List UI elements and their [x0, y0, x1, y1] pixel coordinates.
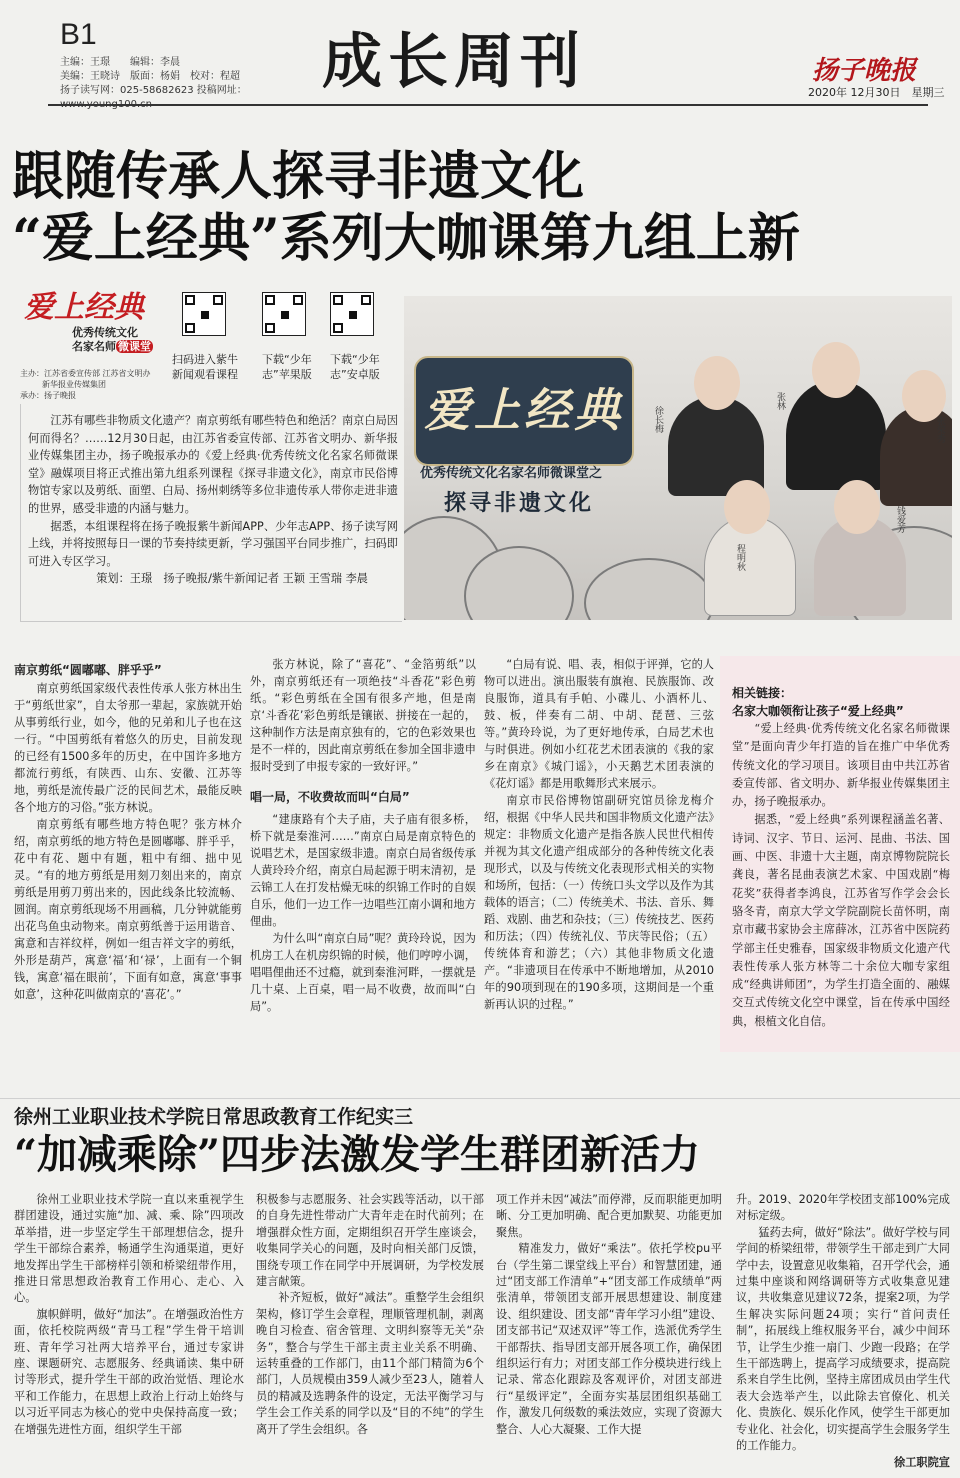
qr-label-line: 新闻观看课程 — [172, 368, 238, 381]
aishang-jingdian-logo — [24, 290, 172, 360]
qr-label-line: 下载“少年 — [262, 353, 312, 366]
logo-title: 爱上经典 — [24, 290, 144, 325]
expert-face — [902, 370, 946, 422]
article-signature: 徐工职院宣 — [894, 1455, 950, 1469]
paragraph: 项工作并未因“减法”而停滞，反而职能更加明晰、分工更加明确、配合更加默契、功能更加聚焦。 — [496, 1193, 722, 1239]
paragraph: 升。2019、2020年学校团支部100%完成对标定级。 — [736, 1193, 950, 1223]
paragraph: 南京剪纸有哪些地方特色呢？张方林介绍，南京剪纸的地方特色是圆嘟嘟、胖乎乎，花中有花、题中有题，粗中有细、拙中见灵。“有的地方剪纸是用刻刀刻出来的，南京剪纸是用剪刀剪出来的，因此线条比较流畅、圆润。南京剪纸现场不用画稿，几分钟就能剪出花鸟鱼虫动物来。南京剪纸善于运用谐音、寓意和吉祥纹样，例如一组吉祥文字的剪纸，外形是葫芦，寓意‘福’和‘禄’，上面有一个铜钱，寓意‘福在眼前’，下面有如意，寓意‘事事如意’，这种花叫做南京的‘喜花’。” — [14, 818, 242, 1001]
paragraph: 为什么叫“南京白局”呢？黄玲玲说，因为机房工人在机房织锦的时候，他们哼哼小调，唱唱俚曲还不过瘾，就到秦淮河畔，一摆就是几十桌、上百桌，唱一局不收费，故而叫“白局”。 — [250, 932, 476, 1013]
qr-label-line: 下载“少年 — [330, 353, 380, 366]
subheading: 南京剪纸“圆嘟嘟、胖乎乎” — [14, 663, 162, 677]
masthead-rule — [48, 104, 928, 106]
section-divider — [0, 1098, 960, 1099]
expert-face — [694, 356, 740, 410]
paragraph: 南京剪纸国家级代表性传承人张方林出生于“剪纸世家”，自太爷那一辈起，家族就开始从事剪纸行业，如今，他的兄弟和儿子也在这一行。“中国剪纸有着悠久的历史，目前发现的已经有1500多年的历史，在中国许多地方都流行剪纸，有陕西、山东、安徽、江苏等地，剪纸是流传最广泛的民间艺术，最能反映各个地方的习俗。”张方林说。 — [14, 682, 242, 814]
masthead — [0, 0, 960, 104]
expert-name: 徐长梅 — [653, 406, 663, 433]
second-kicker: 徐州工业职业技术学院日常思政教育工作纪实三 — [14, 1106, 414, 1128]
related-heading — [732, 684, 904, 720]
intro-paragraph: 据悉，本组课程将在扬子晚报紫牛新闻APP、少年志APP、扬子读写网上线，并将按照每日一课的节奏持续更新，学习强国平台同步推广，扫码即可进入专区学习。 — [28, 519, 398, 568]
expert-name: 钱爱芳 — [895, 506, 905, 533]
intro-paragraph: 江苏有哪些非物质文化遗产？南京剪纸有哪些特色和绝活？南京白局因何而得名？……12月30日起，由江苏省委宣传部、江苏省文明办、新华报业传媒集团主办，扬子晚报承办的《爱上经典·优秀传统文化名家名师微课堂》融媒项目将正式推出第九组系列课程《探寻非遗文化》，南京市民俗博物馆专家以及剪纸、面塑、白局、扬州刺绣等多位非遗传承人带你走进非遗的世界，感受非遗的内涵与魅力。 — [28, 414, 398, 515]
second-column-2 — [256, 1192, 484, 1438]
qr-label-news — [172, 352, 252, 382]
article-column-3 — [484, 656, 714, 1013]
paragraph: “建康路有个夫子庙，夫子庙有很多桥，桥下就是秦淮河……”南京白局是南京特色的说唱艺术，是国家级非遗。南京白局省级传承人黄玲玲介绍，南京白局起源于明末清初，是云锦工人在打发枯燥无味的织锦工作时的自娱自乐，他们一边工作一边唱些江南小调和地方俚曲。 — [250, 813, 476, 928]
paragraph: 猛药去疴，做好“除法”。做好学校与同学间的桥梁纽带，带领学生干部走到广大同学中去，设置意见收集箱，召开学代会，通过集中座谈和网络调研等方式收集意见建议，共收集意见建议72条，提案2项，为学生解决实际问题24项；实行“首问责任制”，拓展线上维权服务平台，减少中间环节，让学生少推一扇门、少跑一段路；在学生干部选聘上，提高学习成绩要求，提高院系来自学生比例，坚持主席团成员由学生代表大会选举产生，以此除去官僚化、机关化、贵族化、娱乐化作风，使学生干部更加专业化、社会化，切实提高学生会服务学生的工作能力。 — [736, 1225, 950, 1453]
second-headline: “加减乘除”四步法激发学生群团新活力 — [14, 1131, 701, 1178]
paragraph: 补齐短板，做好“减法”。重整学生会组织架构，修订学生会章程，理顺管理机制，剥离晚自习检查、宿舍管理、文明纠察等无关“杂务”，整合与学生干部主责主业关系不明确、运转重叠的工作部门，由11个部门精简为6个部门，人员规模由359人减少至23人，随着人员的精减及选聘条件的设定，无法平衡学习与学生会工作关系的同学以及“目的不纯”的学生离开了学生会组织。各 — [256, 1291, 484, 1436]
related-tag: 相关链接： — [732, 686, 793, 700]
intro-text — [28, 412, 398, 588]
host-line: 承办：扬子晚报 — [20, 391, 76, 400]
related-title: 名家大咖领衔让孩子“爱上经典” — [732, 704, 904, 718]
expert-face — [812, 342, 860, 398]
second-column-3 — [496, 1192, 722, 1438]
qr-code-icon[interactable] — [182, 292, 226, 336]
host-info — [20, 368, 180, 401]
qr-label-line: 扫码进入紫牛 — [172, 353, 238, 366]
article-column-2 — [250, 656, 476, 1015]
paragraph: 据悉，“爱上经典”系列课程涵盖名著、诗词、汉字、节日、运河、昆曲、书法、国画、中医、非遗十大主题，南京博物院院长龚良，著名昆曲表演艺术家、中国戏剧“梅花奖”获得者李鸿良，江苏省写作学会会长骆冬青，南京大学文学院副院长苗怀明，南京市藏书家协会主席薛冰，江苏省中医院药学部主任史雅春，国家级非物质文化遗产代表性传承人张方林等二十余位大咖专家组成“经典讲师团”，为学生打造全面的、融媒交互式传统文化空中课堂，旨在传承中国经典，根植文化自信。 — [732, 813, 950, 1028]
credit-line: 主编：王璟 编辑：李晨 — [60, 57, 180, 68]
qr-label-line: 志”苹果版 — [262, 368, 312, 381]
course-banner-image — [404, 296, 952, 620]
expert-name: 张林 — [775, 392, 785, 410]
paragraph: 旗帜鲜明，做好“加法”。在增强政治性方面，依托校院两级“青马工程”学生骨干培训班、青年学习社两大培养平台，通过专家讲座、课题研究、志愿服务、经典诵读、集中研讨等形式，提升学生干部的政治觉悟、理论水平和工作能力，在思想上政治上行动上始终与以习近平同志为核心的党中央保持高度一致；在增强先进性方面，组织学生干部 — [14, 1307, 244, 1436]
logo-subtitle: 优秀传统文化 — [72, 326, 138, 339]
host-line: 主办：江苏省委宣传部 江苏省文明办 — [20, 369, 151, 378]
expert-face — [724, 480, 770, 534]
expert-face — [834, 480, 880, 534]
qr-code-icon[interactable] — [262, 292, 306, 336]
paragraph: 徐州工业职业技术学院一直以来重视学生群团建设，通过实施“加、减、乘、除”四项改革举措，进一步坚定学生干部理想信念，提升学生干部综合素养，畅通学生沟通渠道，更好地发挥出学生干部榜样引领和桥梁纽带作用，推进日常思想政治教育工作用心、走心、入心。 — [14, 1193, 244, 1305]
paragraph: 南京市民俗博物馆副研究馆员徐龙梅介绍，根据《中华人民共和国非物质文化遗产法》规定：非物质文化遗产是指各族人民世代相传并视为其文化遗产组成部分的各种传统文化表现形式，以及与传统文化表现形式相关的实物和场所，包括：（一）传统口头文学以及作为其载体的语言；（二）传统美术、书法、音乐、舞蹈、戏剧、曲艺和杂技；（三）传统技艺、医药和历法；（四）传统礼仪、节庆等民俗；（五）传统体育和游艺；（六）其他非物质文化遗产。“非遗项目在传承中不断地增加，从2010年的90项到现在的190多项，这期间是一个重新再认识的过程。” — [484, 794, 714, 1011]
banner-title: 爱上经典 — [424, 383, 624, 437]
paragraph: 精准发力，做好“乘法”。依托学校pu平台（学生第二课堂线上平台）和智慧团建，通过“团支部工作清单”+“团支部工作成绩单”两张清单，带领团支部开展思想建设、制度建设、组织建设、团支部“青年学习小组”建设、团支部书记“双述双评”等工作，选派优秀学生干部帮扶、指导团支部开展各项工作，确保团组织运行有力；对团支部工作分模块进行线上记录、常态化跟踪及客观评价，对团支部进行“星级评定”，全面夯实基层团组织基础工作，激发几何级数的乘法效应，实现了资源大整合、人心大凝聚、工作大提 — [496, 1242, 722, 1436]
credit-line: 扬子读写网：025-58682623 投稿网址： — [60, 85, 247, 96]
second-column-1 — [14, 1192, 244, 1438]
paragraph: “白局有说、唱、表，相似于评弹，它的人物可以进出。演出服装有旗袍、民族服饰、改良服饰，道具有手帕、小碟儿、小酒杯儿、鼓、板，伴奏有二胡、中胡、琵琶、三弦等。”黄玲玲说，为了更好地传承，白局艺术也与时俱进。例如小红花艺术团表演的《我的家乡在南京》《城门谣》，小天鹅艺术团表演的《花灯谣》都是用歌舞形式来展示。 — [484, 658, 714, 790]
issue-date: 2020年 12月30日 星期三 — [808, 86, 945, 99]
related-body — [732, 720, 950, 1031]
expert-name: 程明秋 — [735, 544, 745, 571]
subheading: 唱一局，不收费故而叫“白局” — [250, 790, 410, 804]
qr-label-android — [330, 352, 410, 382]
paragraph: 张方林说，除了“喜花”、“金箔剪纸”以外，南京剪纸还有一项绝技“斗香花”彩色剪纸。“彩色剪纸在全国有很多产地，但是南京‘斗香花’彩色剪纸是镶嵌、拼接在一起的，这种制作方法是南京独有的，它的色彩效果也是不一样的，因此南京剪纸在参加全国非遗申报时受到了申报专家的一致好评。” — [250, 658, 476, 773]
qr-label-line: 志”安卓版 — [330, 368, 380, 381]
banner-topic: 探寻非遗文化 — [444, 490, 595, 516]
headline-line2: “爱上经典”系列大咖课第九组上新 — [12, 208, 800, 269]
article-column-1 — [14, 660, 242, 1003]
banner-subtitle: 优秀传统文化名家名师微课堂之 — [420, 466, 603, 481]
host-line: 新华报业传媒集团 — [42, 380, 106, 389]
paragraph: 积极参与志愿服务、社会实践等活动，以干部的自身先进性带动广大青年走在时代前列；在增强群众性方面，定期组织召开学生座谈会，收集同学关心的问题，及时向相关部门反馈，围绕专项工作在同学中开展调研，为学校发展建言献策。 — [256, 1193, 484, 1289]
paragraph: “爱上经典·优秀传统文化名家名师微课堂”是面向青少年打造的旨在推广中华优秀传统文化的学习项目。该项目由中共江苏省委宣传部、省文明办、新华报业传媒集团主办，扬子晚报承办。 — [732, 722, 950, 809]
main-headline — [12, 146, 952, 270]
logo-subtitle-2 — [72, 340, 172, 354]
byline: 策划：王璟 扬子晚报/紫牛新闻记者 王颖 王雪瑞 李晨 — [96, 572, 368, 586]
qr-code-icon[interactable] — [330, 292, 374, 336]
paper-logo: 扬子晚报 — [812, 56, 917, 86]
page-number: B1 — [60, 18, 97, 51]
logo-badge: 微课堂 — [118, 340, 151, 353]
expert-name: 张荣秀 — [935, 416, 945, 443]
section-title: 成长周刊 — [322, 27, 586, 97]
headline-line1: 跟随传承人探寻非遗文化 — [12, 146, 585, 207]
logo-sub2-text: 名家名师 — [72, 340, 116, 353]
credit-line: 美编：王晓诗 版面：杨娟 校对：程超 — [60, 71, 240, 82]
second-column-4 — [736, 1192, 950, 1471]
